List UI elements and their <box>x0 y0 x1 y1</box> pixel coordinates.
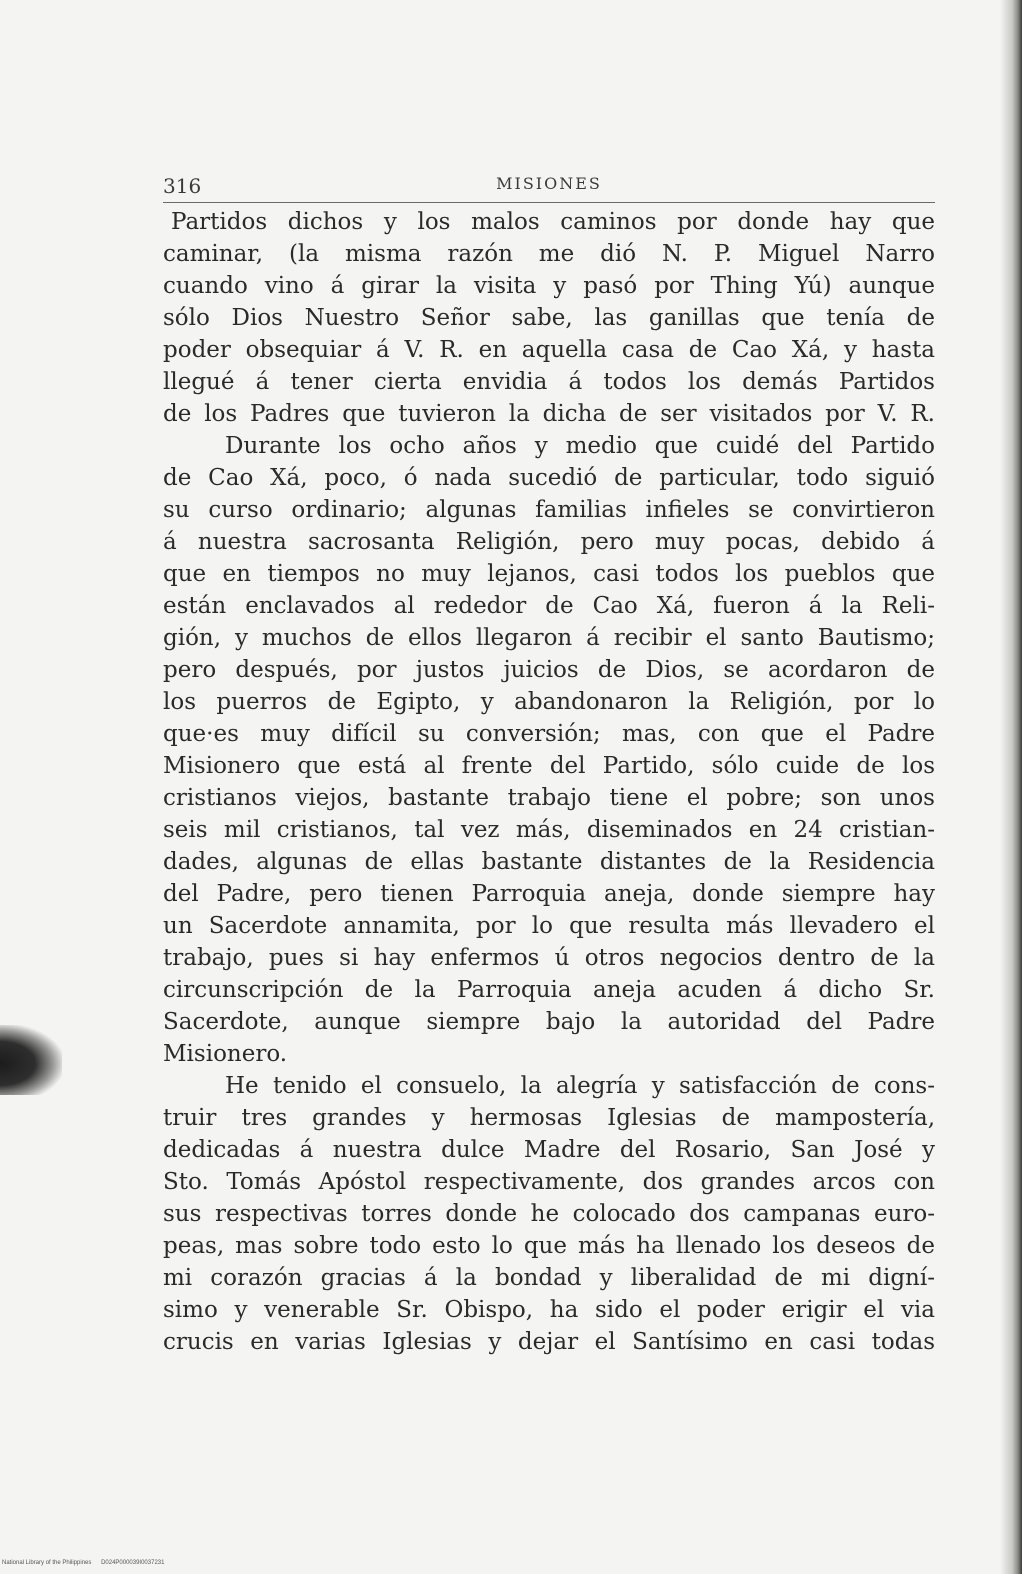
text-line: cristianos viejos, bastante trabajo tiene el pobre; son unos <box>163 785 935 811</box>
text-line: circunscripción de la Parroquia aneja acuden á dicho Sr. <box>163 977 935 1003</box>
text-line: Misionero que está al frente del Partido, sólo cuide de los <box>163 753 935 779</box>
text-line: Partidos dichos y los malos caminos por donde hay que <box>171 209 935 235</box>
text-line: Misionero. <box>163 1041 288 1067</box>
text-line: del Padre, pero tienen Parroquia aneja, donde siempre hay <box>163 881 935 907</box>
text-line: gión, y muchos de ellos llegaron á recibir el santo Bautismo; <box>163 625 935 651</box>
text-line: llegué á tener cierta envidia á todos los demás Partidos <box>163 369 935 395</box>
page-header <box>163 168 935 203</box>
text-line: cuando vino á girar la visita y pasó por Thing Yú) aunque <box>163 273 935 299</box>
text-line: Sto. Tomás Apóstol respectivamente, dos grandes arcos con <box>163 1169 935 1195</box>
text-line: los puerros de Egipto, y abandonaron la Religión, por lo <box>163 689 935 715</box>
text-line: á nuestra sacrosanta Religión, pero muy pocas, debido á <box>163 529 935 555</box>
text-line: sólo Dios Nuestro Señor sabe, las ganillas que tenía de <box>163 305 935 331</box>
text-line: Sacerdote, aunque siempre bajo la autoridad del Padre <box>163 1009 935 1035</box>
text-line: pero después, por justos juicios de Dios, se acordaron de <box>163 657 935 683</box>
text-line: su curso ordinario; algunas familias infieles se convirtieron <box>163 497 935 523</box>
scan-footer <box>2 1560 172 1566</box>
text-line: seis mil cristianos, tal vez más, diseminados en 24 cristian- <box>163 817 935 843</box>
text-line: de Cao Xá, poco, ó nada sucedió de particular, todo siguió <box>163 465 935 491</box>
library-credit: National Library of the Philippines <box>2 1560 92 1566</box>
text-line: trabajo, pues si hay enfermos ú otros negocios dentro de la <box>163 945 935 971</box>
text-line: simo y venerable Sr. Obispo, ha sido el poder erigir el via <box>163 1297 935 1323</box>
scan-code: D024P000039I0037231 <box>101 1560 165 1566</box>
text-line: Durante los ocho años y medio que cuidé del Partido <box>225 433 935 459</box>
body-text <box>163 206 935 1358</box>
text-line: mi corazón gracias á la bondad y liberalidad de mi digní- <box>163 1265 935 1291</box>
text-line: caminar, (la misma razón me dió N. P. Miguel Narro <box>163 241 935 267</box>
text-line: están enclavados al rededor de Cao Xá, fueron á la Reli- <box>163 593 935 619</box>
text-line: que en tiempos no muy lejanos, casi todos los pueblos que <box>163 561 935 587</box>
text-line: truir tres grandes y hermosas Iglesias de mampostería, <box>163 1105 935 1131</box>
text-line: peas, mas sobre todo esto lo que más ha llenado los deseos de <box>163 1233 935 1259</box>
page-number: 316 <box>163 174 202 198</box>
text-line: que·es muy difícil su conversión; mas, con que el Padre <box>163 721 935 747</box>
text-line: un Sacerdote annamita, por lo que resulta más llevadero el <box>163 913 935 939</box>
text-line: poder obsequiar á V. R. en aquella casa de Cao Xá, y hasta <box>163 337 935 363</box>
page-edge-shadow <box>1000 0 1022 1574</box>
thumb-shadow <box>0 1025 62 1095</box>
text-line: dades, algunas de ellas bastante distantes de la Residencia <box>163 849 935 875</box>
text-line: crucis en varias Iglesias y dejar el Santísimo en casi todas <box>163 1329 935 1355</box>
text-line: dedicadas á nuestra dulce Madre del Rosario, San José y <box>163 1137 935 1163</box>
text-line: sus respectivas torres donde he colocado dos campanas euro- <box>163 1201 935 1227</box>
text-line: de los Padres que tuvieron la dicha de ser visitados por V. R. <box>163 401 935 427</box>
running-title: MISIONES <box>496 174 602 193</box>
text-line: He tenido el consuelo, la alegría y satisfacción de cons- <box>225 1073 935 1099</box>
